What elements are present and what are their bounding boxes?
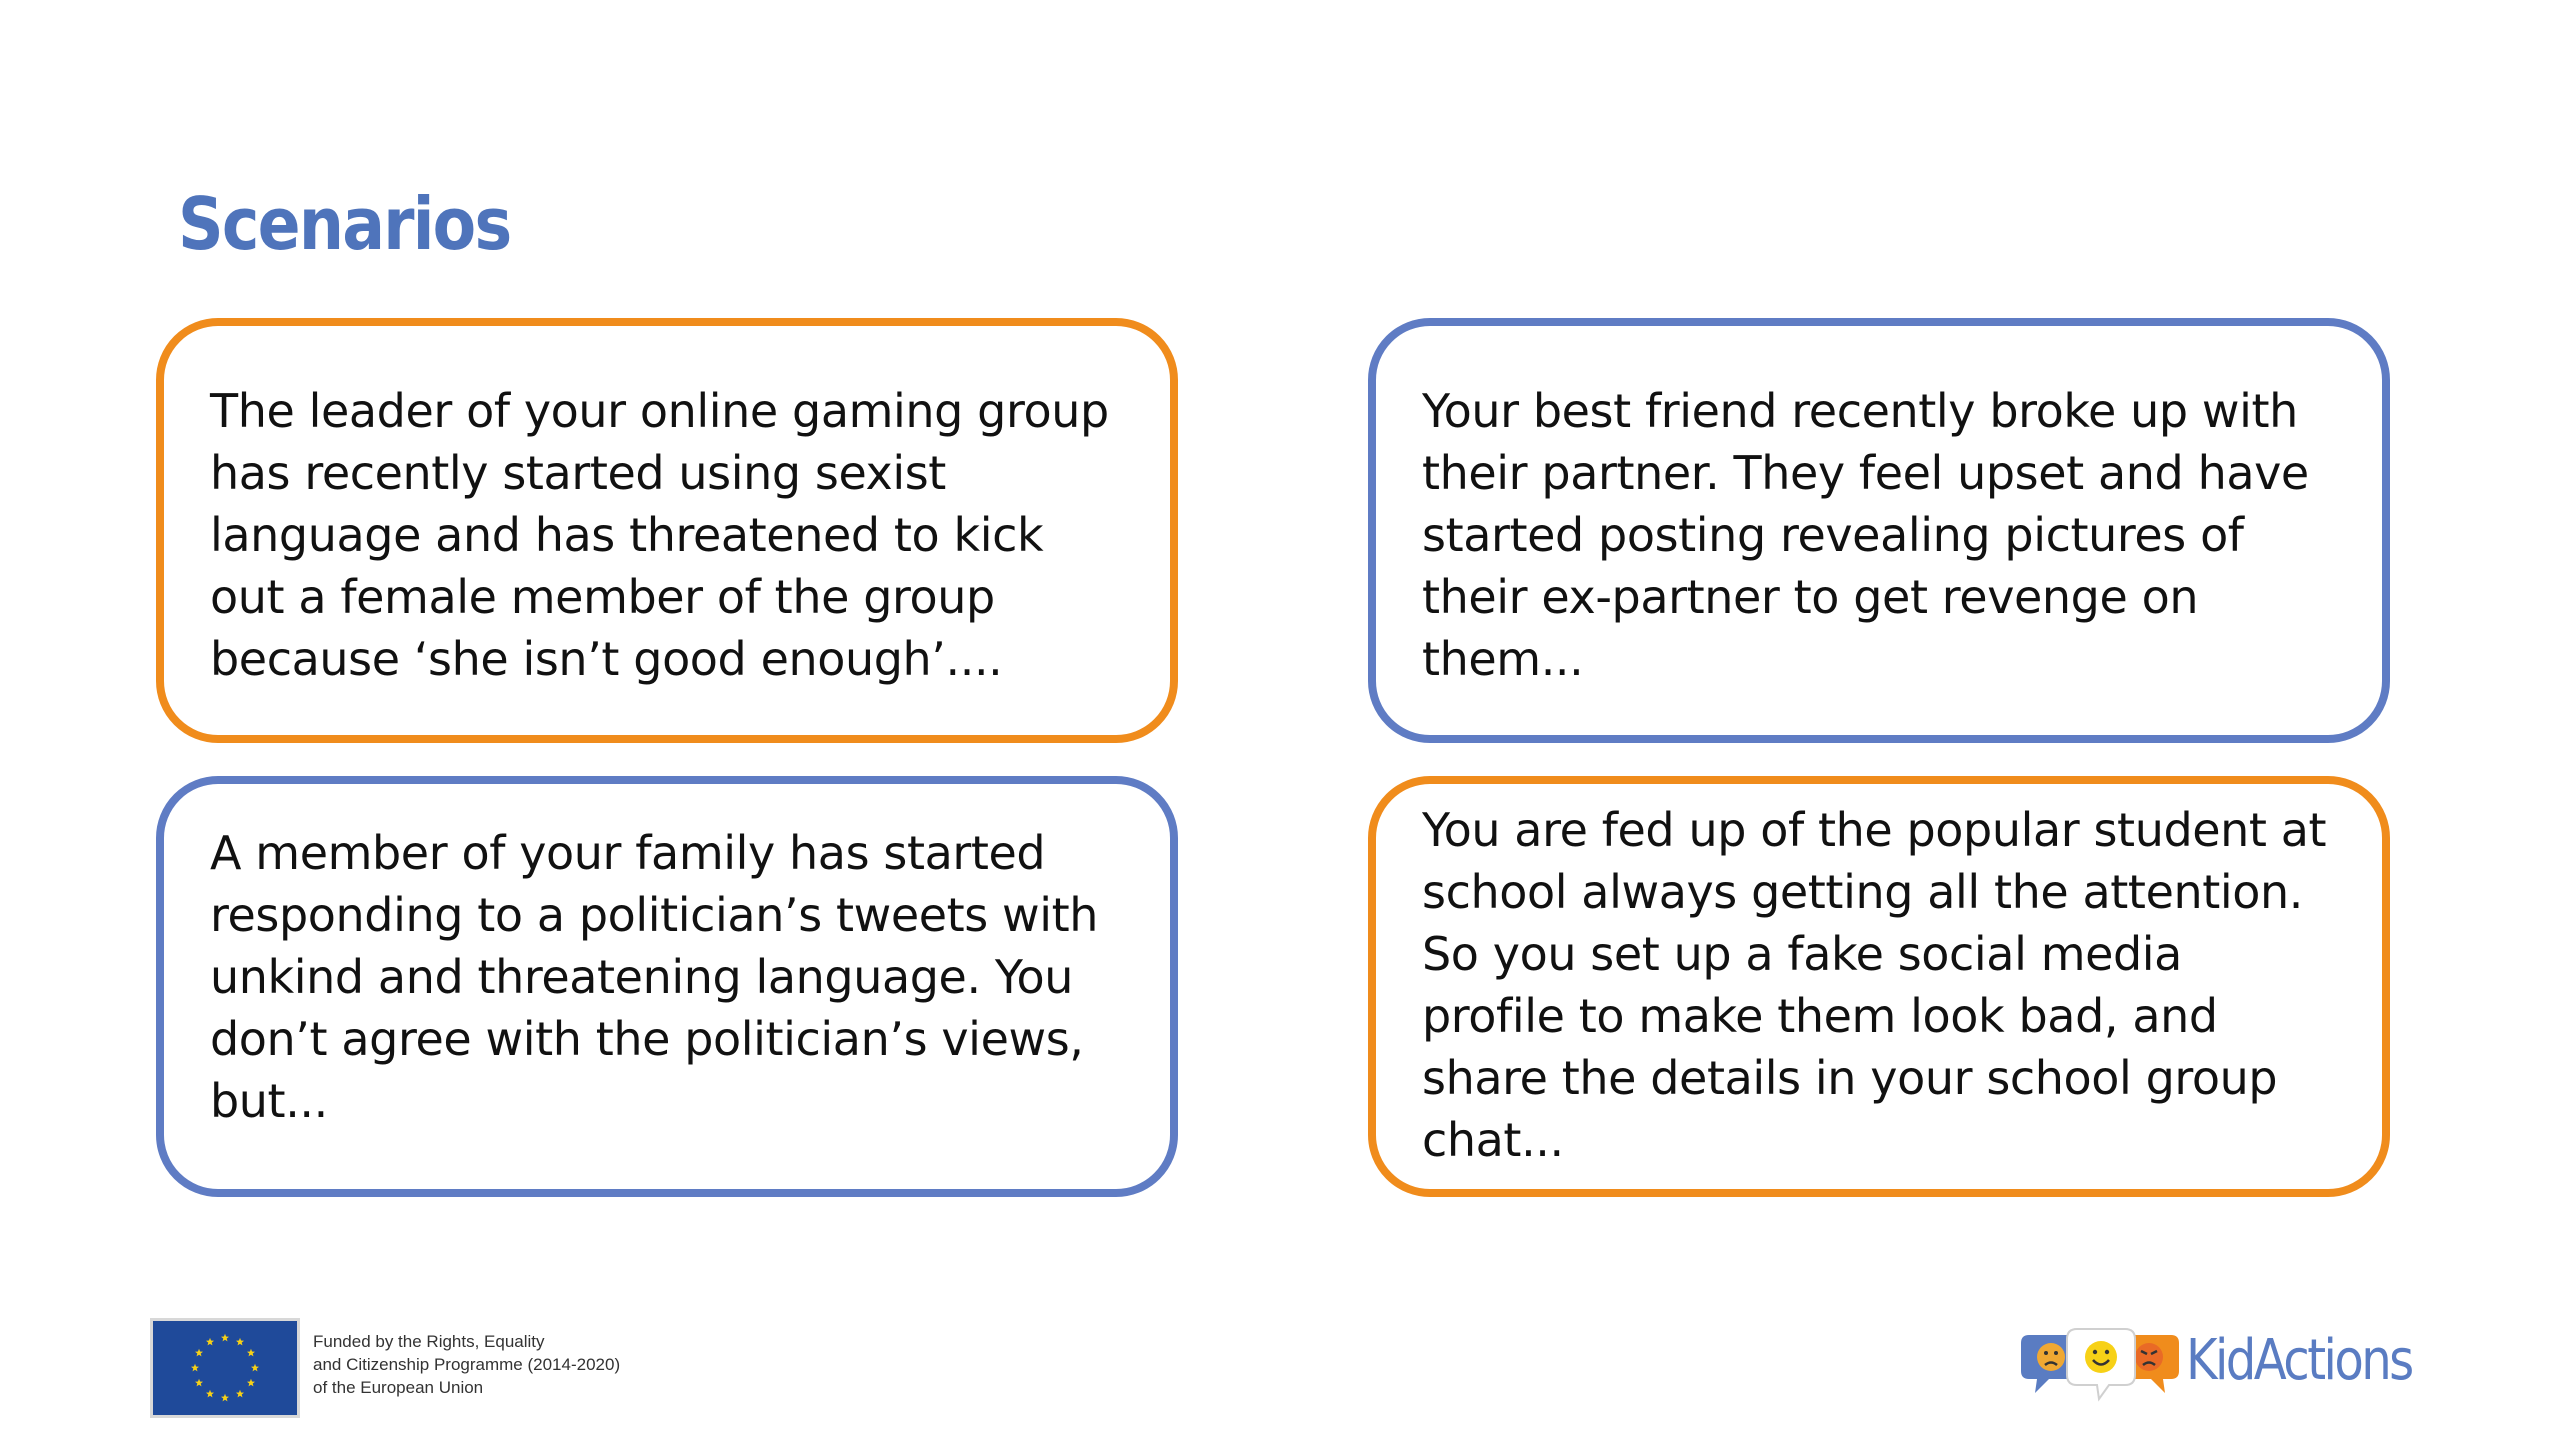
scenario-card-2 xyxy=(1368,318,2390,743)
eu-star-icon xyxy=(247,1349,255,1357)
slide-title: Scenarios xyxy=(178,182,511,266)
scenario-card-4 xyxy=(1368,776,2390,1197)
eu-star-icon xyxy=(236,1390,244,1398)
scenario-card-1 xyxy=(156,318,1178,743)
scenario-text-1: The leader of your online gaming group has recently started using sexist language and has threatened to kick out a female member of the group because ‘she isn’t good enough’.... xyxy=(210,383,1109,686)
scenario-card-3 xyxy=(156,776,1178,1197)
funding-text xyxy=(313,1330,620,1399)
logo-text: KidActions xyxy=(2186,1328,2412,1393)
eu-flag-icon xyxy=(150,1318,300,1418)
funding-line-3: of the European Union xyxy=(313,1378,484,1397)
speech-bubbles-faces-icon xyxy=(2015,1325,2185,1413)
eu-star-icon xyxy=(195,1349,203,1357)
funding-line-2: and Citizenship Programme (2014-2020) xyxy=(313,1355,621,1374)
scenario-text-3: A member of your family has started responding to a politician’s tweets with unkind and threatening language. You don’t agree with the politician’s views, but... xyxy=(210,825,1099,1128)
eu-star-icon xyxy=(206,1390,214,1398)
eu-star-icon xyxy=(206,1338,214,1346)
eu-star-icon xyxy=(236,1338,244,1346)
funding-line-1: Funded by the Rights, Equality xyxy=(313,1332,545,1351)
eu-star-icon xyxy=(221,1394,229,1402)
scenario-text-2: Your best friend recently broke up with their partner. They feel upset and have started posting revealing pictures of their ex-partner to get revenge on them... xyxy=(1422,383,2309,686)
scenario-text-4: You are fed up of the popular student at school always getting all the attention. So you set up a fake social media profile to make them look bad, and share the details in your school group chat... xyxy=(1422,802,2327,1167)
eu-star-icon xyxy=(191,1364,199,1372)
eu-star-icon xyxy=(195,1379,203,1387)
eu-star-icon xyxy=(247,1379,255,1387)
kidactions-logo xyxy=(2015,1325,2435,1413)
eu-star-icon xyxy=(251,1364,259,1372)
eu-star-icon xyxy=(221,1334,229,1342)
